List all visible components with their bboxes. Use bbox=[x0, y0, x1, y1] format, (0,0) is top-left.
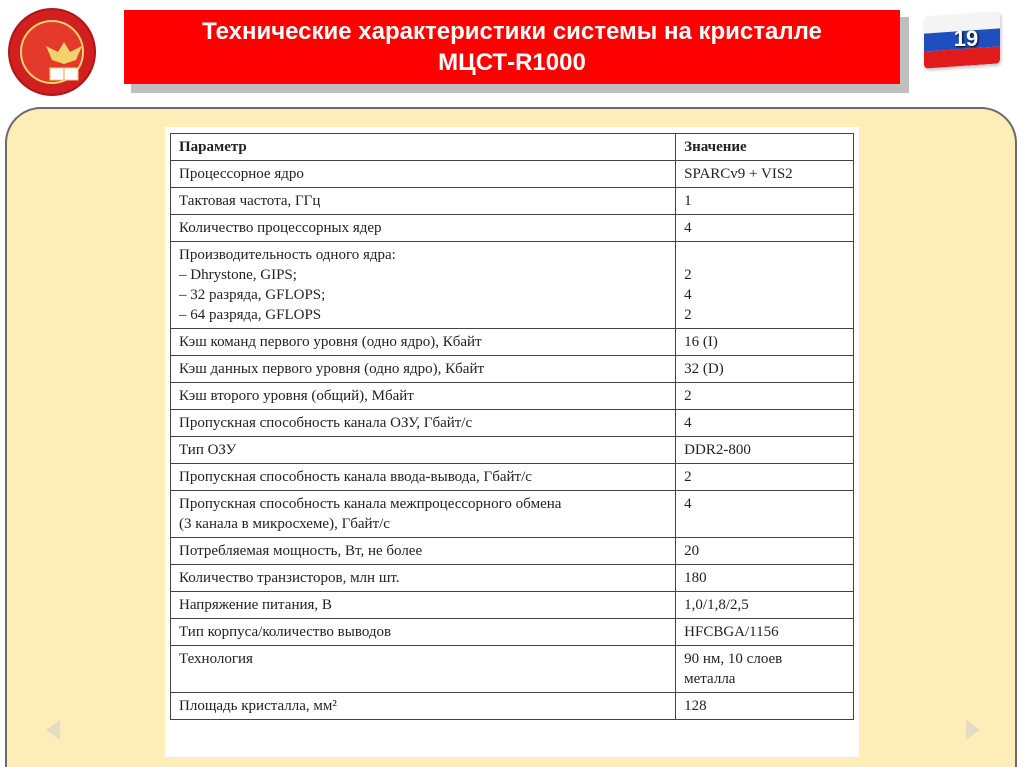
param-cell bbox=[171, 161, 676, 188]
value-cell-line: 32 (D) bbox=[684, 361, 724, 377]
value-cell-line: 2 bbox=[684, 388, 692, 404]
value-cell-line: 90 нм, 10 слоев bbox=[684, 651, 783, 667]
value-cell-line: 4 bbox=[684, 220, 692, 236]
value-cell bbox=[676, 329, 854, 356]
value-cell bbox=[676, 383, 854, 410]
value-cell-line: 1,0/1,8/2,5 bbox=[684, 597, 749, 613]
table-row bbox=[171, 383, 854, 410]
value-cell bbox=[676, 619, 854, 646]
value-cell bbox=[676, 188, 854, 215]
param-cell bbox=[171, 693, 676, 720]
param-cell-line: Пропускная способность канала ввода-вывода, Гбайт/с bbox=[179, 469, 532, 485]
param-cell bbox=[171, 215, 676, 242]
param-cell-line: Производительность одного ядра: bbox=[179, 247, 396, 263]
slide-number: 19 bbox=[953, 26, 979, 51]
param-cell-line: Тип ОЗУ bbox=[179, 442, 237, 458]
param-cell bbox=[171, 383, 676, 410]
param-cell-line: Напряжение питания, В bbox=[179, 597, 332, 613]
table-row bbox=[171, 329, 854, 356]
value-cell-line: 128 bbox=[684, 698, 707, 714]
table-row bbox=[171, 565, 854, 592]
value-cell-line: 180 bbox=[684, 570, 707, 586]
table-row bbox=[171, 619, 854, 646]
value-cell bbox=[676, 356, 854, 383]
value-cell-line: DDR2-800 bbox=[684, 442, 751, 458]
previous-slide-arrow-icon[interactable] bbox=[46, 720, 60, 740]
specs-table bbox=[170, 133, 854, 720]
param-cell bbox=[171, 619, 676, 646]
value-cell bbox=[676, 565, 854, 592]
value-cell bbox=[676, 592, 854, 619]
value-cell bbox=[676, 437, 854, 464]
param-cell bbox=[171, 565, 676, 592]
param-cell-line: Кэш команд первого уровня (одно ядро), Кбайт bbox=[179, 334, 482, 350]
table-row bbox=[171, 464, 854, 491]
param-cell-line: – 32 разряда, GFLOPS; bbox=[179, 287, 326, 303]
value-cell-line: 2 bbox=[684, 307, 692, 323]
table-row bbox=[171, 437, 854, 464]
param-cell bbox=[171, 188, 676, 215]
param-cell bbox=[171, 329, 676, 356]
param-cell-line: Количество транзисторов, млн шт. bbox=[179, 570, 400, 586]
academy-emblem-logo bbox=[8, 8, 96, 96]
value-cell-line: 2 bbox=[684, 267, 692, 283]
table-row bbox=[171, 215, 854, 242]
param-cell-line: – Dhrystone, GIPS; bbox=[179, 267, 297, 283]
value-cell-line: металла bbox=[684, 671, 736, 687]
param-cell-line: Тактовая частота, ГГц bbox=[179, 193, 321, 209]
table-header-row bbox=[171, 134, 854, 161]
value-cell-line: 1 bbox=[684, 193, 692, 209]
value-cell-line: 4 bbox=[684, 496, 692, 512]
table-row bbox=[171, 242, 854, 329]
value-cell-line: HFCBGA/1156 bbox=[684, 624, 779, 640]
param-cell-line: Потребляемая мощность, Вт, не более bbox=[179, 543, 423, 559]
title-line-2: МЦСТ-R1000 bbox=[438, 49, 586, 76]
value-cell bbox=[676, 491, 854, 538]
value-cell-line: 4 bbox=[684, 287, 692, 303]
next-slide-arrow-icon[interactable] bbox=[966, 720, 980, 740]
header-value: Значение bbox=[676, 134, 854, 161]
value-cell-line bbox=[684, 245, 845, 265]
value-cell-line: 16 (I) bbox=[684, 334, 718, 350]
value-cell bbox=[676, 538, 854, 565]
table-row bbox=[171, 356, 854, 383]
param-cell-line: (3 канала в микросхеме), Гбайт/с bbox=[179, 516, 390, 532]
value-cell bbox=[676, 215, 854, 242]
param-cell bbox=[171, 491, 676, 538]
param-cell-line: Кэш данных первого уровня (одно ядро), Кбайт bbox=[179, 361, 485, 377]
param-cell-line: Количество процессорных ядер bbox=[179, 220, 382, 236]
param-cell-line: – 64 разряда, GFLOPS bbox=[179, 307, 322, 323]
value-cell bbox=[676, 242, 854, 329]
param-cell bbox=[171, 464, 676, 491]
param-cell-line: Кэш второго уровня (общий), Мбайт bbox=[179, 388, 414, 404]
param-cell-line: Пропускная способность канала ОЗУ, Гбайт/с bbox=[179, 415, 473, 431]
table-row bbox=[171, 646, 854, 693]
param-cell bbox=[171, 410, 676, 437]
eagle-book-icon bbox=[36, 34, 92, 94]
table-row bbox=[171, 491, 854, 538]
value-cell bbox=[676, 646, 854, 693]
param-cell bbox=[171, 356, 676, 383]
value-cell-line: 2 bbox=[684, 469, 692, 485]
param-cell bbox=[171, 242, 676, 329]
param-cell-line: Процессорное ядро bbox=[179, 166, 304, 182]
table-row bbox=[171, 410, 854, 437]
table-row bbox=[171, 538, 854, 565]
value-cell-line bbox=[684, 514, 845, 534]
param-cell-line: Тип корпуса/количество выводов bbox=[179, 624, 392, 640]
param-cell bbox=[171, 592, 676, 619]
value-cell-line: 4 bbox=[684, 415, 692, 431]
value-cell bbox=[676, 161, 854, 188]
param-cell bbox=[171, 538, 676, 565]
table-row bbox=[171, 693, 854, 720]
param-cell bbox=[171, 646, 676, 693]
value-cell-line: SPARCv9 + VIS2 bbox=[684, 166, 793, 182]
slide-title bbox=[124, 10, 900, 84]
header-param: Параметр bbox=[171, 134, 676, 161]
title-line-1: Технические характеристики системы на кристалле bbox=[202, 18, 822, 45]
table-row bbox=[171, 161, 854, 188]
specs-table-body bbox=[171, 161, 854, 720]
table-row bbox=[171, 188, 854, 215]
param-cell-line: Пропускная способность канала межпроцессорного обмена bbox=[179, 496, 562, 512]
table-row bbox=[171, 592, 854, 619]
value-cell-line: 20 bbox=[684, 543, 700, 559]
param-cell-line: Технология bbox=[179, 651, 253, 667]
value-cell bbox=[676, 693, 854, 720]
value-cell bbox=[676, 464, 854, 491]
value-cell bbox=[676, 410, 854, 437]
param-cell-line: Площадь кристалла, мм² bbox=[179, 698, 337, 714]
param-cell bbox=[171, 437, 676, 464]
